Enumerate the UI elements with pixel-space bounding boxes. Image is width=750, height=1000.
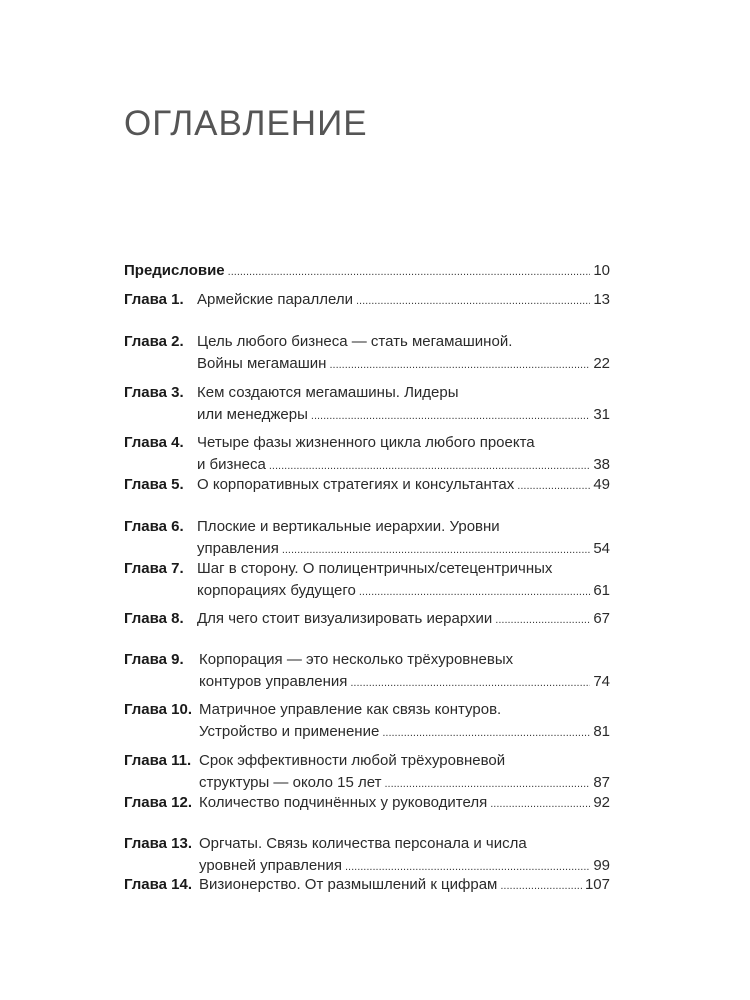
dot-leader bbox=[350, 672, 590, 694]
toc-entry-title: корпорациях будущего bbox=[197, 582, 356, 599]
dot-leader bbox=[228, 261, 591, 283]
toc-entry-title: Срок эффективности любой трёхуровневой bbox=[199, 752, 506, 769]
toc-chapter-label: Глава 11. bbox=[124, 752, 192, 769]
toc-chapter-label: Глава 1. bbox=[124, 291, 184, 308]
toc-entry-title: контуров управления bbox=[199, 673, 348, 690]
toc-chapter-label: Глава 4. bbox=[124, 434, 184, 451]
toc-entry-title: Плоские и вертикальные иерархии. Уровни bbox=[197, 518, 500, 535]
toc-entry-title: Устройство и применение bbox=[199, 723, 380, 740]
toc-page-number: 87 bbox=[593, 774, 610, 791]
toc-page-number: 74 bbox=[593, 673, 610, 690]
toc-entry[interactable] bbox=[124, 608, 610, 630]
toc-page-number: 107 bbox=[584, 876, 610, 893]
toc-entry[interactable] bbox=[124, 699, 610, 743]
dot-leader bbox=[500, 875, 582, 897]
toc-chapter-label: Глава 2. bbox=[124, 333, 184, 350]
toc-entry[interactable] bbox=[124, 260, 610, 282]
toc-preface-label: Предисловие bbox=[124, 262, 225, 279]
toc-entry-title: Для чего стоит визуализировать иерархии bbox=[197, 610, 493, 627]
toc-page-number: 31 bbox=[593, 406, 610, 423]
toc-chapter-label: Глава 12. bbox=[124, 794, 193, 811]
toc-entry[interactable] bbox=[124, 874, 610, 896]
toc-entry-title: Шаг в сторону. О полицентричных/сетецентричных bbox=[197, 560, 553, 577]
toc-entry-title: О корпоративных стратегиях и консультантах bbox=[197, 476, 515, 493]
toc-entry[interactable] bbox=[124, 792, 610, 814]
toc-entry-title: и бизнеса bbox=[197, 456, 266, 473]
toc-entry[interactable] bbox=[124, 649, 610, 693]
toc-entry[interactable] bbox=[124, 331, 610, 375]
toc-entry[interactable] bbox=[124, 833, 610, 877]
toc-page-number: 49 bbox=[593, 476, 610, 493]
dot-leader bbox=[359, 581, 590, 603]
toc-page-number: 54 bbox=[593, 540, 610, 557]
toc-entry[interactable] bbox=[124, 382, 610, 426]
toc-entry[interactable] bbox=[124, 516, 610, 560]
toc-chapter-label: Глава 9. bbox=[124, 651, 184, 668]
toc-page-number: 13 bbox=[593, 291, 610, 308]
dot-leader bbox=[517, 475, 590, 497]
toc-page-number: 38 bbox=[593, 456, 610, 473]
dot-leader bbox=[311, 405, 590, 427]
toc-chapter-label: Глава 7. bbox=[124, 560, 184, 577]
toc-entry[interactable] bbox=[124, 289, 610, 311]
toc-chapter-label: Глава 13. bbox=[124, 835, 193, 852]
dot-leader bbox=[329, 354, 590, 376]
toc-entry-title: управления bbox=[197, 540, 279, 557]
toc-chapter-label: Глава 10. bbox=[124, 701, 193, 718]
toc-page-number: 81 bbox=[593, 723, 610, 740]
toc-page-number: 22 bbox=[593, 355, 610, 372]
dot-leader bbox=[382, 722, 590, 744]
page-title: ОГЛАВЛЕНИЕ bbox=[124, 104, 368, 143]
toc-page-number: 99 bbox=[593, 857, 610, 874]
toc-chapter-label: Глава 3. bbox=[124, 384, 184, 401]
toc-chapter-label: Глава 6. bbox=[124, 518, 184, 535]
toc-entry-title: Цель любого бизнеса — стать мегамашиной. bbox=[197, 333, 513, 350]
dot-leader bbox=[356, 290, 590, 312]
toc-page-number: 61 bbox=[593, 582, 610, 599]
toc-entry-title: структуры — около 15 лет bbox=[199, 774, 382, 791]
toc-chapter-label: Глава 8. bbox=[124, 610, 184, 627]
toc-entry-title: Визионерство. От размышлений к цифрам bbox=[199, 876, 498, 893]
toc-page-number: 67 bbox=[593, 610, 610, 627]
toc-chapter-label: Глава 5. bbox=[124, 476, 184, 493]
toc-entry-title: Корпорация — это несколько трёхуровневых bbox=[199, 651, 514, 668]
toc-entry-title: Кем создаются мегамашины. Лидеры bbox=[197, 384, 459, 401]
toc-page-number: 10 bbox=[593, 262, 610, 279]
toc-entry[interactable] bbox=[124, 474, 610, 496]
toc-entry-title: Четыре фазы жизненного цикла любого проекта bbox=[197, 434, 535, 451]
toc-entry-title: Количество подчинённых у руководителя bbox=[199, 794, 488, 811]
toc-entry[interactable] bbox=[124, 558, 610, 602]
toc-entry[interactable] bbox=[124, 750, 610, 794]
toc-entry-title: Матричное управление как связь контуров. bbox=[199, 701, 502, 718]
dot-leader bbox=[490, 793, 590, 815]
dot-leader bbox=[495, 609, 590, 631]
toc-entry-title: Оргчаты. Связь количества персонала и числа bbox=[199, 835, 527, 852]
toc-page-number: 92 bbox=[593, 794, 610, 811]
toc-entry-title: Войны мегамашин bbox=[197, 355, 327, 372]
toc-entry-title: уровней управления bbox=[199, 857, 342, 874]
toc-chapter-label: Глава 14. bbox=[124, 876, 193, 893]
toc-entry[interactable] bbox=[124, 432, 610, 476]
toc-entry-title: или менеджеры bbox=[197, 406, 308, 423]
toc-entry-title: Армейские параллели bbox=[197, 291, 353, 308]
